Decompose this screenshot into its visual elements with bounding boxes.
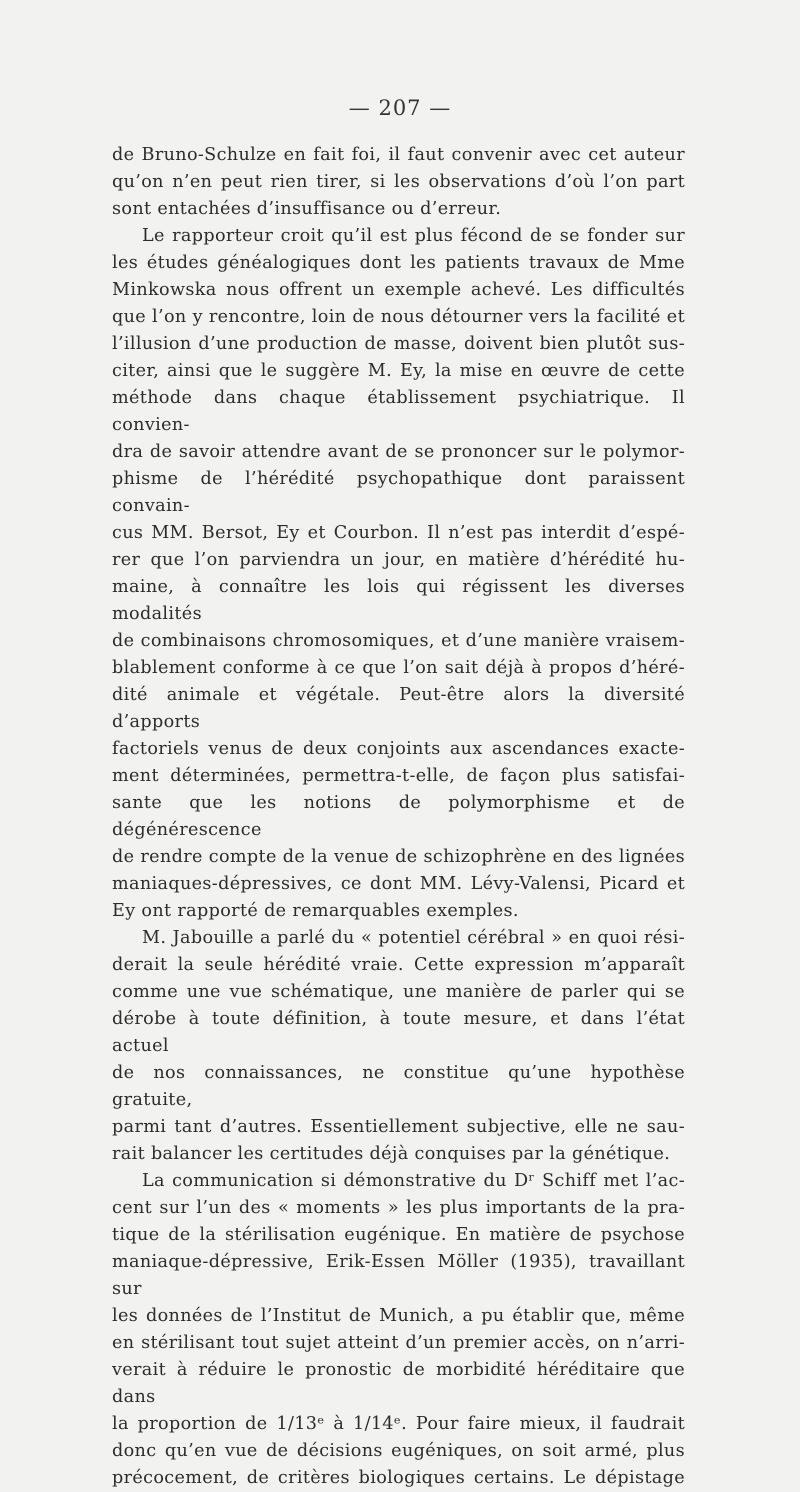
- page-number: — 207 —: [348, 96, 452, 120]
- text-line: sont entachées d’insuffisance ou d’erreur.: [112, 199, 502, 219]
- text-line: citer, ainsi que le suggère M. Ey, la mise en œuvre de cette: [112, 361, 685, 381]
- paragraph-4: [112, 1168, 685, 1492]
- text-line: ment déterminées, permettra-t-elle, de façon plus satisfai-: [112, 766, 685, 786]
- text-line: de Bruno-Schulze en fait foi, il faut convenir avec cet auteur: [112, 145, 685, 165]
- text-line: Ey ont rapporté de remarquables exemples.: [112, 901, 519, 921]
- text-line: maine, à connaître les lois qui régissent les diverses modalités: [112, 577, 685, 624]
- text-line: Le rapporteur croit qu’il est plus fécond de se fonder sur: [142, 226, 685, 246]
- text-line: tique de la stérilisation eugénique. En matière de psychose: [112, 1225, 685, 1245]
- text-line: précocement, de critères biologiques certains. Le dépistage: [112, 1468, 685, 1488]
- text-line: phisme de l’hérédité psychopathique dont paraissent convain-: [112, 469, 685, 516]
- text-line: cus MM. Bersot, Ey et Courbon. Il n’est pas interdit d’espé-: [112, 523, 685, 543]
- text-line: dra de savoir attendre avant de se prononcer sur le polymor-: [112, 442, 685, 462]
- text-line: en stérilisant tout sujet atteint d’un premier accès, on n’arri-: [112, 1333, 685, 1353]
- paragraph-2: [112, 223, 685, 925]
- text-line: les données de l’Institut de Munich, a pu établir que, même: [112, 1306, 685, 1326]
- text-line: de nos connaissances, ne constitue qu’une hypothèse gratuite,: [112, 1063, 685, 1110]
- paragraph-1: [112, 142, 685, 223]
- text-line: parmi tant d’autres. Essentiellement subjective, elle ne sau-: [112, 1117, 685, 1137]
- text-line: la proportion de 1/13ᵉ à 1/14ᵉ. Pour faire mieux, il faudrait: [112, 1414, 685, 1434]
- body-text: [112, 142, 685, 1492]
- text-line: méthode dans chaque établissement psychiatrique. Il convien-: [112, 388, 685, 435]
- text-line: verait à réduire le pronostic de morbidité héréditaire que dans: [112, 1360, 685, 1407]
- text-line: cent sur l’un des « moments » les plus importants de la pra-: [112, 1198, 685, 1218]
- text-line: rait balancer les certitudes déjà conquises par la génétique.: [112, 1144, 671, 1164]
- text-line: dérobe à toute définition, à toute mesure, et dans l’état actuel: [112, 1009, 685, 1056]
- text-line: rer que l’on parviendra un jour, en matière d’hérédité hu-: [112, 550, 685, 570]
- text-line: comme une vue schématique, une manière de parler qui se: [112, 982, 685, 1002]
- text-line: de combinaisons chromosomiques, et d’une manière vraisem-: [112, 631, 685, 651]
- text-line: l’illusion d’une production de masse, doivent bien plutôt sus-: [112, 334, 685, 354]
- text-line: M. Jabouille a parlé du « potentiel cérébral » en quoi rési-: [142, 928, 685, 948]
- text-line: qu’on n’en peut rien tirer, si les observations d’où l’on part: [112, 172, 685, 192]
- text-line: donc qu’en vue de décisions eugéniques, on soit armé, plus: [112, 1441, 685, 1461]
- text-line: La communication si démonstrative du Dʳ Schiff met l’ac-: [142, 1171, 685, 1191]
- text-line: que l’on y rencontre, loin de nous détourner vers la facilité et: [112, 307, 685, 327]
- text-line: blablement conforme à ce que l’on sait déjà à propos d’héré-: [112, 658, 685, 678]
- text-line: Minkowska nous offrent un exemple achevé. Les difficultés: [112, 280, 685, 300]
- text-line: maniaques-dépressives, ce dont MM. Lévy-Valensi, Picard et: [112, 874, 685, 894]
- text-line: de rendre compte de la venue de schizophrène en des lignées: [112, 847, 685, 867]
- text-line: derait la seule hérédité vraie. Cette expression m’apparaît: [112, 955, 685, 975]
- text-line: maniaque-dépressive, Erik-Essen Möller (1935), travaillant sur: [112, 1252, 685, 1299]
- text-line: dité animale et végétale. Peut-être alors la diversité d’apports: [112, 685, 685, 732]
- paragraph-3: [112, 925, 685, 1168]
- text-line: sante que les notions de polymorphisme et de dégénérescence: [112, 793, 685, 840]
- text-line: les études généalogiques dont les patients travaux de Mme: [112, 253, 685, 273]
- text-line: factoriels venus de deux conjoints aux ascendances exacte-: [112, 739, 685, 759]
